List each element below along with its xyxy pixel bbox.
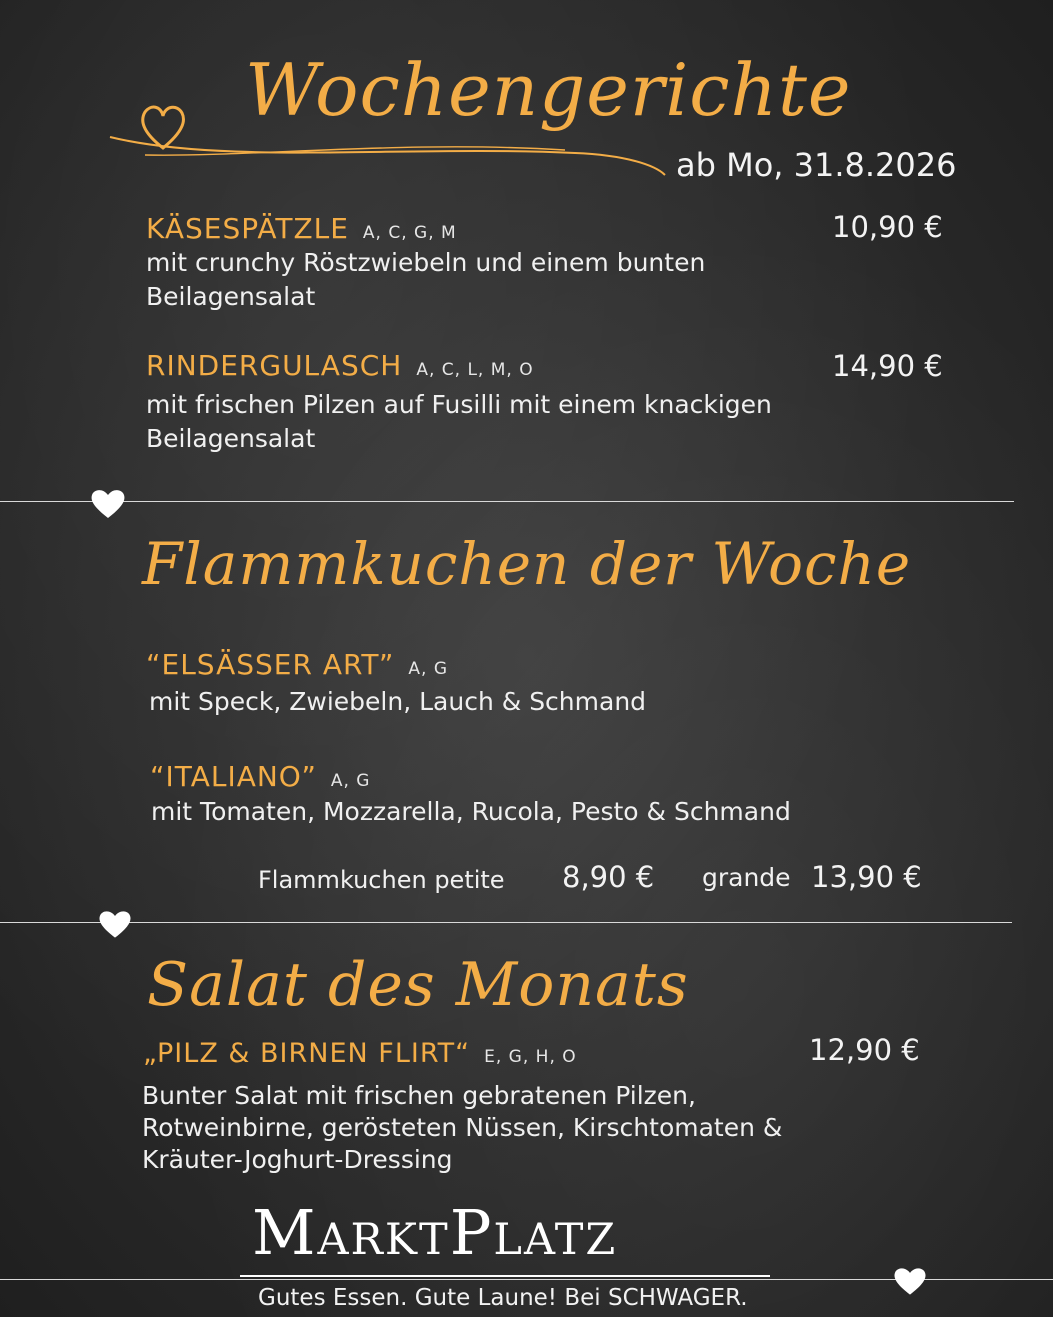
heart-icon (98, 908, 132, 939)
dish-description: mit frischen Pilzen auf Fusilli mit einem knackigen Beilagensalat (146, 390, 772, 453)
section-title-flammkuchen: Flammkuchen der Woche (142, 530, 912, 598)
allergen-codes: A, C, G, M (362, 223, 457, 243)
dish-title-kaesespaetzle (146, 212, 457, 245)
allergen-codes: A, C, L, M, O (416, 360, 534, 380)
dish-price: 10,90 € (832, 210, 943, 244)
dish-name: „PILZ & BIRNEN FLIRT“ (143, 1038, 471, 1069)
logo-underline (240, 1275, 770, 1277)
description-line: Rotweinbirne, gerösteten Nüssen, Kirschtomaten & (142, 1113, 783, 1142)
dish-description: mit Tomaten, Mozzarella, Rucola, Pesto & Schmand (151, 797, 791, 826)
heart-icon (893, 1265, 927, 1296)
salad-description (142, 1080, 782, 1176)
dish-name: RINDERGULASCH (146, 349, 403, 382)
salad-price: 12,90 € (809, 1033, 920, 1067)
dish-title-rindergulasch (146, 349, 534, 382)
petite-label: Flammkuchen petite (258, 866, 505, 894)
allergen-codes: A, G (408, 659, 449, 679)
description-line: Bunter Salat mit frischen gebratenen Pilzen, (142, 1081, 696, 1110)
dish-description: mit Speck, Zwiebeln, Lauch & Schmand (149, 687, 647, 716)
heart-outline-icon (137, 100, 189, 152)
grande-label: grande (702, 863, 791, 892)
dish-name: “ITALIANO” (150, 760, 317, 793)
petite-price: 8,90 € (562, 860, 655, 894)
heart-icon (90, 487, 126, 519)
page-title: Wochengerichte (245, 48, 852, 132)
dish-name: KÄSESPÄTZLE (146, 212, 349, 245)
section-title-salad: Salat des Monats (147, 950, 689, 1020)
dish-price: 14,90 € (832, 349, 943, 383)
flammkuchen-title-elsaesser (146, 648, 448, 681)
allergen-codes: E, G, H, O (484, 1047, 577, 1067)
flammkuchen-title-italiano (150, 760, 370, 793)
grande-price: 13,90 € (811, 860, 922, 894)
description-line: Kräuter-Joghurt-Dressing (142, 1145, 453, 1174)
marktplatz-logo: MarktPlatz (252, 1196, 618, 1269)
section-divider (0, 501, 1014, 502)
tagline: Gutes Essen. Gute Laune! Bei SCHWAGER. (258, 1285, 748, 1311)
dish-name: “ELSÄSSER ART” (146, 648, 395, 681)
valid-from-date: ab Mo, 31.8.2026 (676, 146, 957, 184)
salad-title (143, 1038, 577, 1069)
allergen-codes: A, G (330, 771, 371, 791)
dish-description: mit crunchy Röstzwiebeln und einem bunten Beilagensalat (146, 248, 706, 311)
section-divider (0, 922, 1012, 923)
